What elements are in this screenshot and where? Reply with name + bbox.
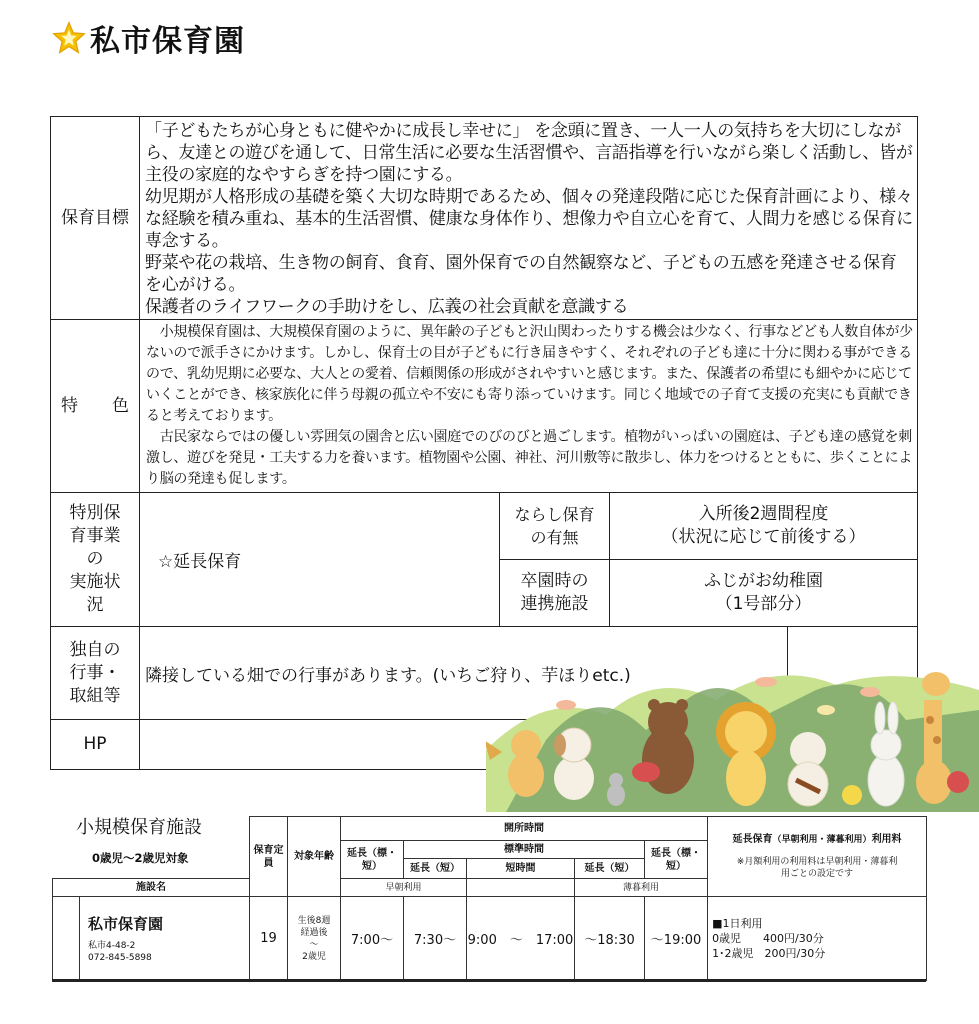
fee-head: ■1日利用 — [712, 917, 763, 930]
col-ext2: 延長（標・短） — [645, 841, 708, 879]
facility-target: 0歳児～2歳児対象 — [92, 851, 189, 865]
fee-header — [708, 817, 927, 897]
narashi-value-line: 入所後2週間程度 — [698, 504, 829, 524]
col-standard: 標準時間 — [404, 841, 645, 859]
narashi-label-line: ならし保育 — [514, 505, 595, 524]
age-line: 生後8週 — [297, 915, 331, 926]
page-title-bar — [52, 14, 245, 62]
renkei-label — [500, 560, 610, 627]
fee-title-b: （早朝利用・薄暮利用） — [772, 835, 872, 845]
age-line: 経過後 — [300, 927, 328, 938]
feature-paragraph: 小規模保育園は、大規模保育園のように、異年齢の子どもと沢山関わったりする機会は少なく、行事などども人数自体が少ないので派手さにかけます。しかし、保育士の目が子どもに行き届きやすく、それぞれの子ども達に十分に関わる事ができるので、乳幼児期に必要な、大人との愛着、信頼関係の形成がされやすいと感じます。また、保護者の希望にも細やかに応じていくことができ、核家族化に伴う母親の孤立や不安にも寄り添っていけます。同じく地域での子育て支援の充実にも貢献できると考えております。 — [146, 324, 913, 424]
special-label-line: 況 — [86, 595, 104, 615]
col-name: 施設名 — [53, 879, 250, 897]
fee-title-a: 延長保育 — [732, 834, 773, 845]
col-open: 開所時間 — [341, 817, 708, 841]
animal-band-illustration — [486, 660, 979, 812]
time-early-ext: 7:00～ — [341, 897, 404, 981]
unique-label-line: 独自の — [69, 639, 121, 660]
facility-head-blank — [53, 817, 250, 879]
capacity-value: 19 — [250, 897, 288, 981]
fee-12: 1･2歳児 200円/30分 — [712, 947, 826, 960]
fee-cell — [708, 897, 927, 981]
chick-icon — [842, 785, 862, 805]
table-row — [53, 897, 927, 981]
early-label: 早朝利用 — [341, 879, 467, 897]
col-ext1: 延長（標・短） — [341, 841, 404, 879]
mid-blank — [467, 879, 575, 897]
facility-section-title: 小規模保育施設 — [76, 817, 202, 838]
feature-label: 特 色 — [51, 320, 140, 493]
narashi-label-line: の有無 — [530, 528, 579, 547]
goal-content — [140, 117, 918, 320]
renkei-value-line: ふじがお幼稚園 — [704, 571, 823, 591]
goal-paragraph: 幼児期が人格形成の基礎を築く大切な時期であるため、個々の発達段階に応じた保育計画により、様々な経験を積み重ね、基本的生活習慣、健康な身体作り、想像力や自立心を育て、人間力を感じる保育に専念する。 — [145, 187, 913, 251]
hp-label: HP — [51, 720, 140, 770]
feature-content — [140, 320, 918, 493]
time-late-short: ～18:30 — [575, 897, 645, 981]
facility-table — [52, 816, 927, 981]
special-value: ☆延長保育 — [140, 493, 500, 627]
table-bottom-rule — [52, 979, 926, 982]
row-blank — [53, 897, 80, 981]
fee-0: 0歳児 400円/30分 — [712, 932, 824, 945]
narashi-label — [500, 493, 610, 560]
special-label-line: 実施状 — [69, 572, 121, 592]
renkei-label-line: 卒園時の — [520, 571, 589, 591]
late-label: 薄暮利用 — [575, 879, 708, 897]
special-label — [51, 493, 140, 627]
page-title: 私市保育園 — [90, 24, 245, 59]
facility-tel: 072-845-5898 — [88, 953, 152, 963]
facility-name: 私市保育園 — [88, 915, 164, 933]
special-label-line: 特別保 — [69, 503, 121, 523]
col-ext-short2: 延長（短） — [575, 859, 645, 879]
renkei-value — [610, 560, 918, 627]
col-age: 対象年齢 — [288, 817, 341, 897]
col-capacity: 保育定員 — [250, 817, 288, 897]
dog-icon — [554, 728, 594, 800]
goal-paragraph: 保護者のライフワークの手助けをし、広義の社会貢献を意識する — [145, 297, 629, 317]
fee-title-c: 利用料 — [871, 834, 902, 845]
col-short: 短時間 — [467, 859, 575, 879]
time-late-ext: ～19:00 — [645, 897, 708, 981]
unique-value: 隣接している畑での行事があります。(いちご狩り、芋ほりetc.) — [140, 627, 788, 720]
narashi-value-line: （状況に応じて前後する） — [661, 527, 866, 547]
special-label-line: 育事業 — [69, 526, 121, 546]
age-line: ～ — [309, 939, 319, 950]
age-line: 2歳児 — [302, 951, 326, 962]
goal-paragraph: 野菜や花の栽培、生き物の飼育、食育、園外保育での自然観察など、子どもの五感を発達させる保育を心がける。 — [145, 253, 897, 295]
unique-label-line: 取組等 — [69, 685, 121, 706]
narashi-value — [610, 493, 918, 560]
time-early-short: 7:30～ — [404, 897, 467, 981]
feature-paragraph: 古民家ならではの優しい雰囲気の園舎と広い園庭でのびのびと過ごします。植物がいっぱいの園庭は、子ども達の感覚を刺激し、遊びを発見・工夫する力を養います。植物園や公園、神社、河川敷等に散歩し、体力をつけるとともに、歩くことにより脳の発達も促します。 — [146, 429, 913, 487]
special-label-line: の — [86, 549, 104, 569]
facility-address: 私市4-48-2 — [88, 941, 136, 951]
col-ext-short: 延長（短） — [404, 859, 467, 879]
time-standard: 9:00 ～ 17:00 — [467, 897, 575, 981]
fee-note: ※月額利用の利用料は早朝利用・薄暮利用ごとの設定です — [736, 857, 898, 879]
sheep-icon — [788, 732, 828, 806]
age-value — [288, 897, 341, 981]
facility-name-cell — [80, 897, 250, 981]
unique-label — [51, 627, 140, 720]
mouse-icon — [607, 773, 625, 806]
renkei-value-line: （1号部分） — [715, 594, 812, 614]
goal-paragraph: 「子どもたちが心身ともに健やかに成長し幸せに」 を念頭に置き、一人一人の気持ちを大切にしながら、友達との遊びを通して、日常生活に必要な生活習慣や、言語指導を行いながら楽しく活動し、皆が主役の家庭的なやすらぎを持つ園にする。 — [145, 121, 913, 185]
star-icon — [52, 21, 86, 55]
goal-label: 保育目標 — [51, 117, 140, 320]
renkei-label-line: 連携施設 — [520, 594, 589, 614]
unique-label-line: 行事・ — [69, 662, 121, 683]
